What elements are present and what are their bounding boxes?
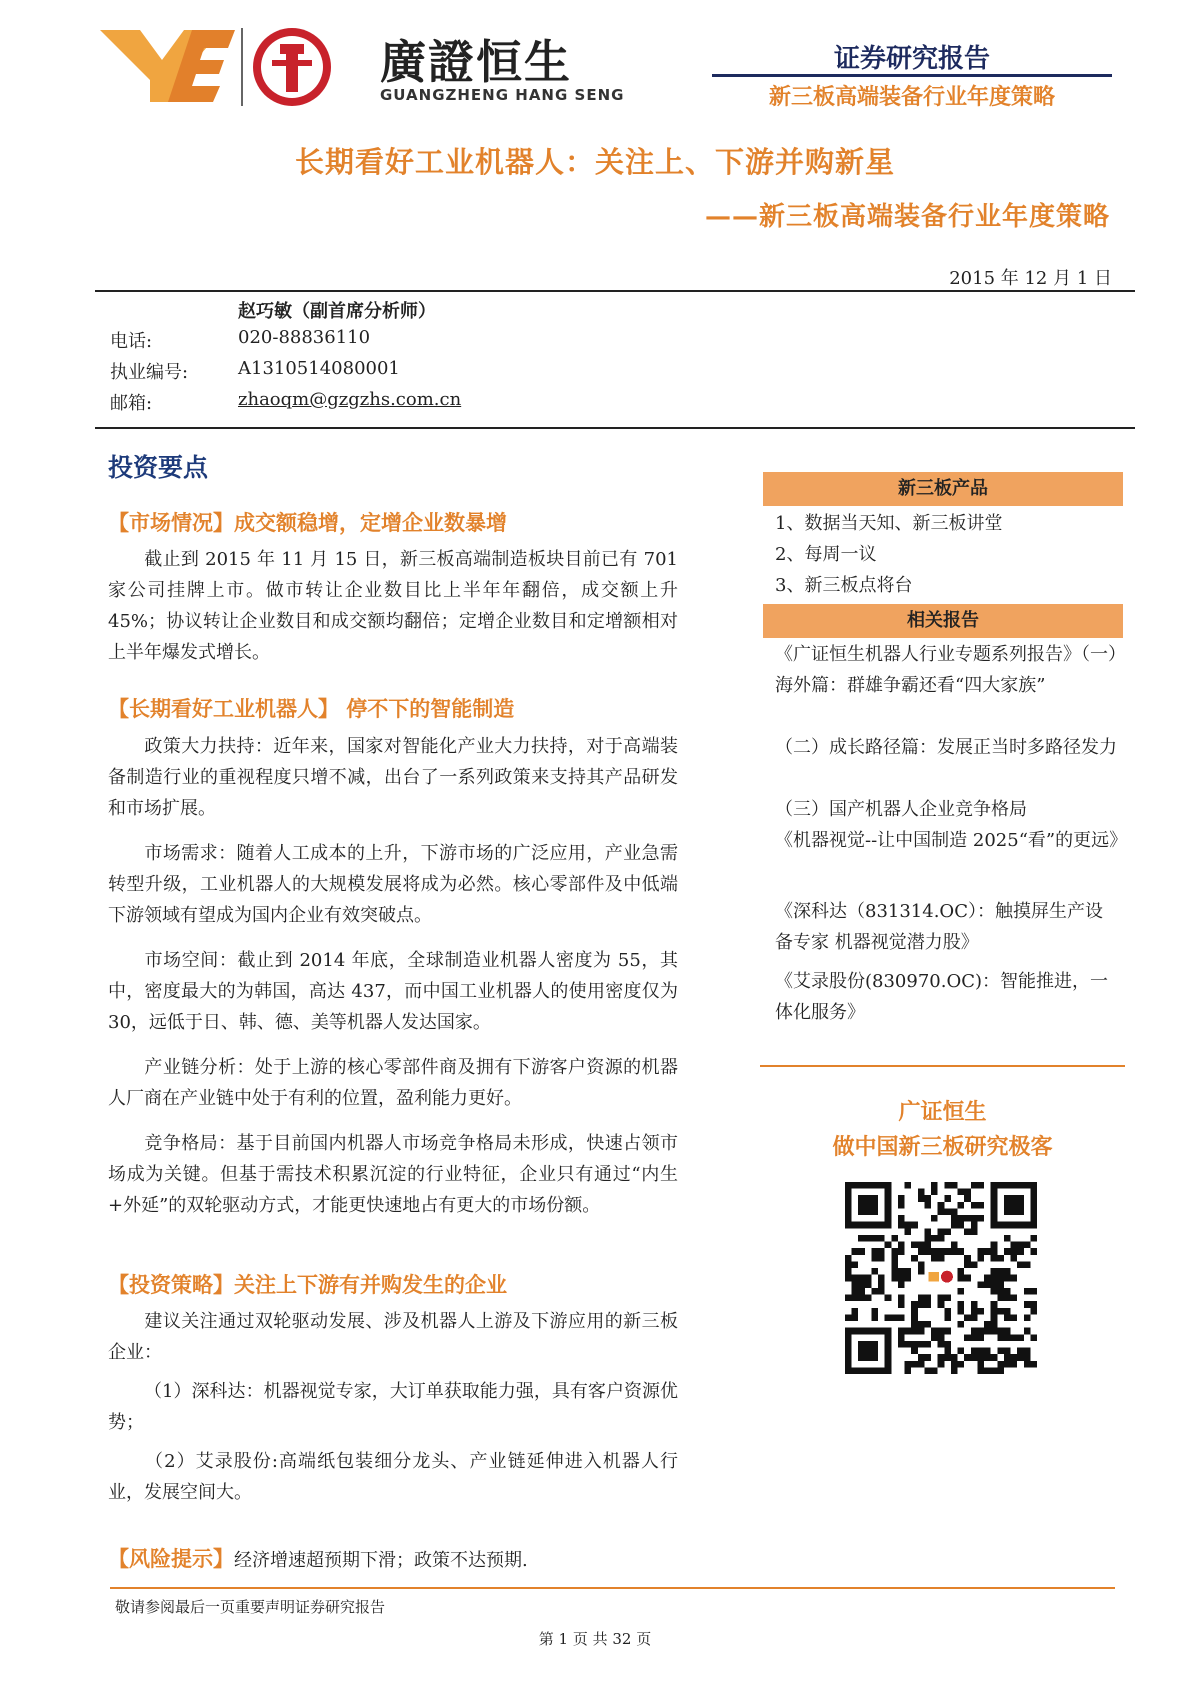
logo-english-name: GUANGZHENG HANG SENG xyxy=(380,86,625,104)
section-robot-heading: 【长期看好工业机器人】 停不下的智能制造 xyxy=(108,696,515,721)
pick-1-paragraph xyxy=(108,1376,678,1438)
page-number: 第 1 页 共 32 页 xyxy=(538,1630,652,1648)
demand-text: 市场需求：随着人工成本的上升，下游市场的广泛应用，产业急需转型升级，工业机器人的大规模发展将成为必然。核心零部件及中低端下游领域有望成为国内企业有效突破点。 xyxy=(108,843,678,926)
product-item-2: 2、每周一议 xyxy=(775,544,877,565)
strategy-text: 建议关注通过双轮驱动发展、涉及机器人上游及下游应用的新三板企业： xyxy=(108,1311,678,1363)
qr-code-icon xyxy=(845,1182,1037,1374)
header-divider xyxy=(712,74,1112,77)
phone-value: 020-88836110 xyxy=(238,327,371,348)
ye-mark-icon xyxy=(100,30,235,102)
slogan-brand: 广证恒生 xyxy=(898,1099,987,1125)
page-title: 长期看好工业机器人：关注上、下游并购新星 xyxy=(294,145,895,179)
pick-2-paragraph xyxy=(108,1446,678,1508)
logo-chinese-name: 廣證恒生 xyxy=(380,35,572,89)
phone-label: 电话: xyxy=(110,331,153,352)
section-strategy-heading: 【投资策略】关注上下游有并购发生的企业 xyxy=(108,1272,507,1297)
related-box-header: 相关报告 xyxy=(763,604,1123,638)
pick-1-text: （1）深科达：机器视觉专家，大订单获取能力强，具有客户资源优势； xyxy=(108,1381,678,1433)
policy-text: 政策大力扶持：近年来，国家对智能化产业大力扶持，对于高端装备制造行业的重视程度只增不减，出台了一系列政策来支持其产品研发和市场扩展。 xyxy=(108,736,678,819)
slogan-tagline: 做中国新三板研究极客 xyxy=(832,1134,1053,1160)
products-box-header: 新三板产品 xyxy=(763,472,1123,506)
product-item-1: 1、数据当天知、新三板讲堂 xyxy=(775,513,1003,534)
related-report-2: （二）成长路径篇：发展正当时多路径发力 xyxy=(775,737,1117,758)
related-report-1: 《广证恒生机器人行业专题系列报告》（一）海外篇：群雄争霸还看“四大家族” xyxy=(775,644,1117,696)
competition-paragraph xyxy=(108,1128,678,1221)
risk-text: 经济增速超预期下滑；政策不达预期. xyxy=(234,1550,528,1571)
report-date: 2015 年 12 月 1 日 xyxy=(949,268,1112,289)
related-report-4: 《机器视觉--让中国制造 2025“看”的更远》 xyxy=(775,830,1128,851)
product-item-3: 3、新三板点将台 xyxy=(775,575,913,596)
analyst-name: 赵巧敏（副首席分析师） xyxy=(238,301,436,322)
top-divider xyxy=(95,290,1135,292)
sidebar-divider xyxy=(760,1065,1125,1067)
email-label: 邮箱: xyxy=(110,393,153,414)
market-space-paragraph xyxy=(108,945,678,1038)
risk-line xyxy=(108,1543,528,1573)
related-report-5: 《深科达（831314.OC）：触摸屏生产设备专家 机器视觉潜力股》 xyxy=(775,901,1103,953)
section-market-text xyxy=(108,544,678,668)
pick-2-text: （2）艾录股份:高端纸包装细分龙头、产业链延伸进入机器人行业，发展空间大。 xyxy=(108,1451,678,1503)
risk-heading: 【风险提示】 xyxy=(108,1546,234,1571)
chain-paragraph xyxy=(108,1052,678,1114)
footer-divider xyxy=(110,1587,1115,1589)
report-type: 证券研究报告 xyxy=(833,44,990,74)
analyst-divider xyxy=(95,427,1135,429)
chain-text: 产业链分析：处于上游的核心零部件商及拥有下游客户资源的机器人厂商在产业链中处于有利的位置，盈利能力更好。 xyxy=(108,1057,678,1109)
report-series: 新三板高端装备行业年度策略 xyxy=(768,85,1055,110)
summary-title: 投资要点 xyxy=(108,453,209,482)
hang-seng-emblem-icon xyxy=(253,28,331,106)
section-market-heading: 【市场情况】成交额稳增，定增企业数暴增 xyxy=(108,510,507,535)
market-paragraph: 截止到 2015 年 11 月 15 日，新三板高端制造板块目前已有 701 家公司挂牌上市。做市转让企业数目比上半年年翻倍，成交额上升 45%；协议转让企业数目和成交额均翻倍；定增企业数目和定增额相对上半年爆发式增长。 xyxy=(108,549,678,663)
license-label: 执业编号: xyxy=(110,362,189,383)
related-report-6: 《艾录股份(830970.OC)：智能推进，一体化服务》 xyxy=(775,971,1109,1023)
demand-paragraph xyxy=(108,838,678,931)
email-link[interactable]: zhaoqm@gzgzhs.com.cn xyxy=(238,389,462,410)
license-value: A1310514080001 xyxy=(238,358,400,379)
strategy-paragraph xyxy=(108,1306,678,1368)
related-report-3: （三）国产机器人企业竞争格局 xyxy=(775,799,1027,820)
policy-paragraph xyxy=(108,731,678,824)
competition-text: 竞争格局：基于目前国内机器人市场竞争格局未形成，快速占领市场成为关键。但基于需技术积累沉淀的行业特征，企业只有通过“内生+外延”的双轮驱动方式，才能更快速地占有更大的市场份额。 xyxy=(108,1133,678,1216)
market-space-text: 市场空间：截止到 2014 年底，全球制造业机器人密度为 55，其中，密度最大的为韩国，高达 437，而中国工业机器人的使用密度仅为 30，远低于日、韩、德、美等机器人发达国家。 xyxy=(108,950,678,1033)
footer-disclaimer: 敬请参阅最后一页重要声明证券研究报告 xyxy=(115,1598,386,1616)
page-subtitle: ——新三板高端装备行业年度策略 xyxy=(704,202,1110,232)
